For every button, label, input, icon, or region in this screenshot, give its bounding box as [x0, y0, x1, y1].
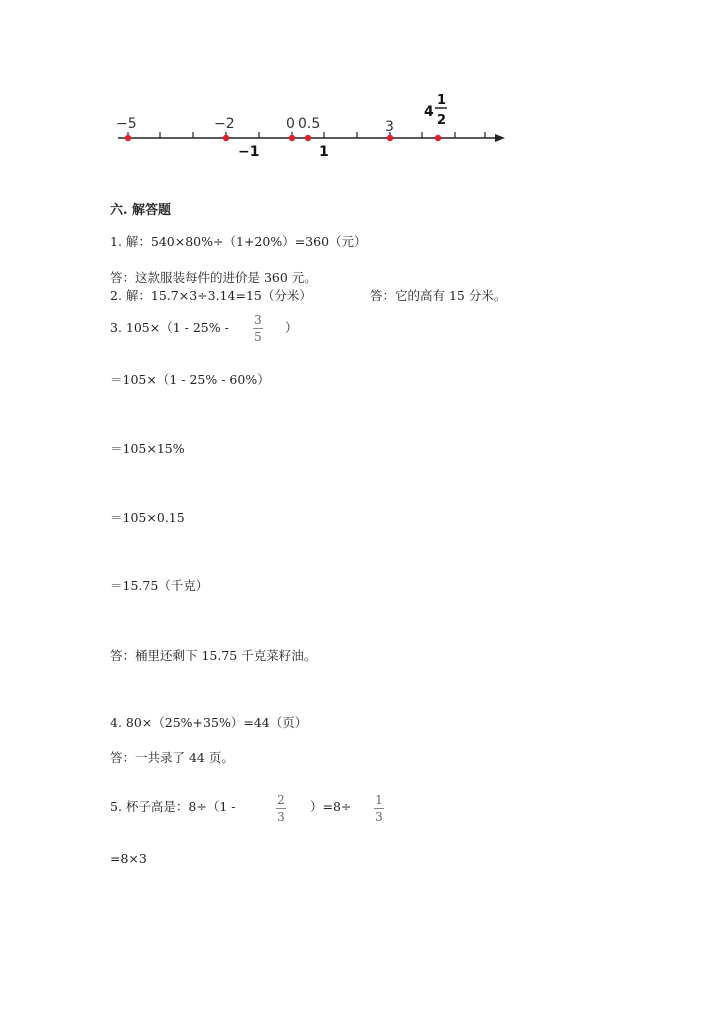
q2-line: 2. 解：15.7×3÷3.14=15（分米） [110, 288, 312, 303]
label-3: 3 [385, 119, 394, 135]
q5-fraction-2 [374, 793, 384, 824]
label-mixed-den: 2 [437, 113, 447, 128]
point-3 [387, 135, 393, 141]
point-0 [289, 135, 295, 141]
q3-step4: ＝15.75（千克） [110, 578, 209, 593]
q4-answer: 答：一共录了 44 页。 [110, 750, 234, 765]
point-0-5 [305, 135, 311, 141]
q5-fraction-2-bar [374, 808, 384, 809]
q3-line-prefix: 3. 105×（1 - 25% - [110, 320, 229, 335]
q3-step2: ＝105×15% [110, 441, 185, 456]
q4-line: 4. 80×（25%+35%）=44（页） [110, 715, 308, 730]
point-minus-2 [223, 135, 229, 141]
q3-line-suffix: ） [285, 320, 298, 335]
q5-fraction-1 [276, 793, 286, 824]
label-minus-5: −5 [116, 116, 137, 132]
q5-fraction-1-num: 2 [277, 793, 285, 807]
q5-fraction-2-num: 1 [375, 793, 383, 807]
q5-fraction-1-den: 3 [277, 810, 285, 824]
label-mixed-whole: 4 [424, 104, 434, 120]
q3-fraction-num: 3 [254, 313, 262, 327]
label-0: 0 [286, 116, 295, 132]
q5-step1: =8×3 [110, 851, 147, 866]
number-line-arrow [495, 134, 505, 142]
label-mixed-num: 1 [437, 93, 447, 108]
label-minus-1: −1 [238, 144, 260, 160]
q5-fraction-2-den: 3 [375, 810, 383, 824]
q1-line: 1. 解：540×80%÷（1+20%）=360（元） [110, 234, 367, 249]
q5-line-prefix: 5. 杯子高是：8÷（1 - [110, 799, 236, 814]
q1-answer: 答：这款服装每件的进价是 360 元。 [110, 270, 317, 285]
point-minus-5 [125, 135, 131, 141]
q3-step3: ＝105×0.15 [110, 510, 185, 525]
label-1: 1 [319, 144, 329, 160]
q3-step1: ＝105×（1 - 25% - 60%） [110, 372, 270, 387]
q5-line-mid: ）=8÷ [310, 799, 352, 814]
q3-answer: 答：桶里还剩下 15.75 千克菜籽油。 [110, 648, 317, 663]
label-0-5: 0.5 [298, 116, 321, 132]
q3-fraction [253, 313, 263, 344]
q3-fraction-bar [253, 328, 263, 329]
label-minus-2: −2 [214, 116, 235, 132]
point-4-half [435, 135, 441, 141]
q3-fraction-den: 5 [254, 330, 262, 344]
number-line [100, 85, 520, 165]
q2-answer: 答：它的高有 15 分米。 [370, 288, 507, 303]
q5-fraction-1-bar [276, 808, 286, 809]
section-title: 六. 解答题 [110, 203, 172, 218]
